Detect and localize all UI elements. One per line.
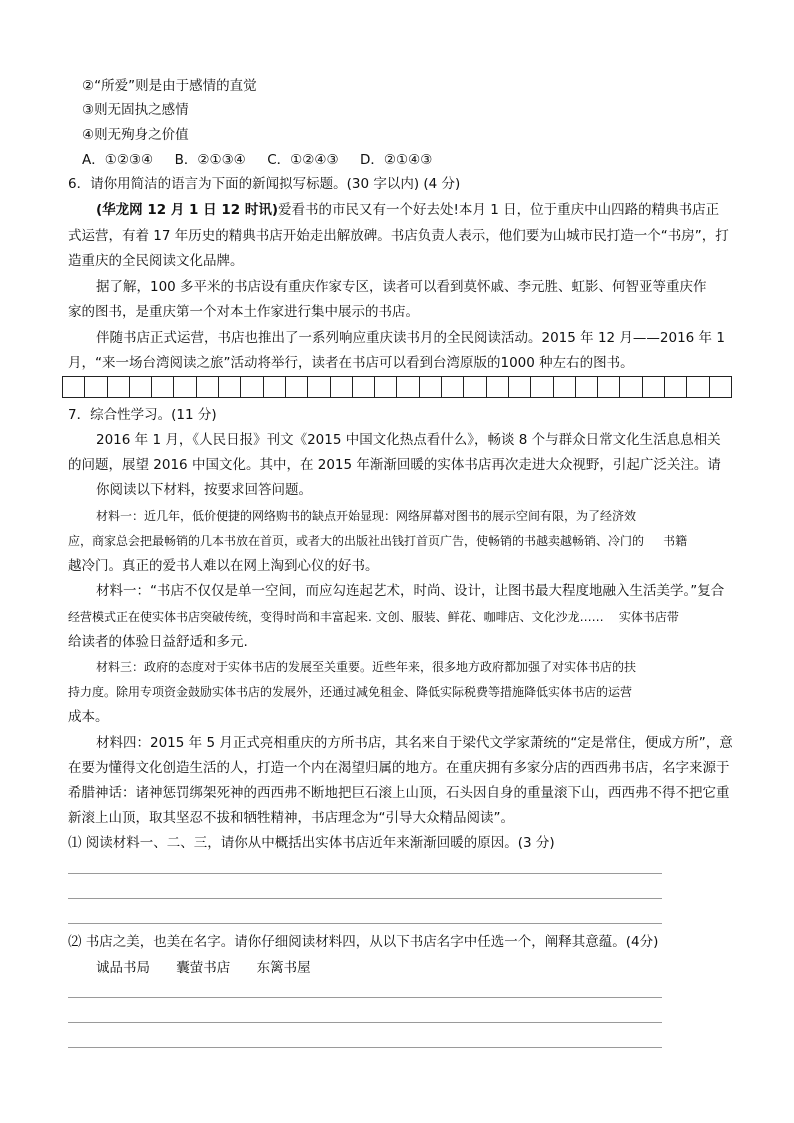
answer-line[interactable] [68,898,662,899]
material-2-line-2: 经营模式正在使实体书店突破传统，变得时尚和丰富起来. 文创、服装、鲜花、咖啡店、文化沙龙…… 实体书店带 [68,610,679,624]
material-3-line-2: 持力度。除用专项资金鼓励实体书店的发展外，还通过减免租金、降低实际税费等措施降低实体书店的运营 [68,685,633,699]
answer-line[interactable] [68,1022,662,1023]
sub-question-1: ⑴ 阅读材料一、二、三，请你从中概括出实体书店近年来渐渐回暖的原因。(3 分) [68,835,555,851]
q5-item-4: ④则无殉身之价值 [82,127,189,143]
material-4-line-2: 在要为懂得文化创造生活的人，打造一个内在渴望归属的地方。在重庆拥有多家分店的西西弗书店，名字来源于 [68,760,730,776]
q6-news-line-5: 家的图书，是重庆第一个对本土作家进行集中展示的书店。 [68,304,419,320]
sub-question-2: ⑵ 书店之美，也美在名字。请你仔细阅读材料四，从以下书店名字中任选一个，阐释其意蕴。(4分) [68,934,659,950]
q6-news-line-6: 伴随书店正式运营，书店也推出了一系列响应重庆读书月的全民阅读活动。2015 年 12 月——2016 年 1 [96,330,725,346]
store-name-list [96,958,311,978]
answer-line[interactable] [68,1047,662,1048]
material-4-line-3: 希腊神话：诸神惩罚绑架死神的西西弗不断地把巨石滚上山顶，石头因自身的重量滚下山，西西弗不得不把它重 [68,785,730,801]
q6-news-line-4: 据了解，100 多平米的书店设有重庆作家专区，读者可以看到莫怀戚、李元胜、虹影、何智亚等重庆作 [96,279,707,295]
material-2-line-1: 材料一：“书店不仅仅是单一空间，而应勾连起艺术，时尚、设计，让图书最大程度地融入生活美学。”复合 [96,583,725,599]
q7-intro-1: 2016 年 1 月，《人民日报》刊文《2015 中国文化热点看什么》，畅谈 8 个与群众日常文化生活息息相关 [96,432,721,448]
q5-options: A．①②③④ B．②①③④ C．①②④③ D．②①④③ [82,152,433,168]
q7-prompt: 7．综合性学习。(11 分) [68,407,217,423]
q6-news-line-1 [96,200,719,220]
store-name: 东篱书屋 [256,960,311,976]
q7-intro-2: 的问题，展望 2016 中国文化。其中，在 2015 年渐渐回暖的实体书店再次走进大众视野，引起广泛关注。请 [68,457,721,473]
material-4-line-4: 新滚上山顶，取其坚忍不拔和牺牲精神，书店理念为“引导大众精品阅读”。 [68,810,514,826]
q6-news-line-2: 式运营，有着 17 年历史的精典书店开始走出解放碑。书店负责人表示，他们要为山城市民打造一个“书房”，打 [68,228,729,244]
q6-prompt: 6．请你用简洁的语言为下面的新闻拟写标题。(30 字以内) (4 分) [68,176,461,192]
store-name: 诚品书局 [96,960,150,976]
q5-item-3: ③则无固执之感情 [82,102,189,118]
answer-line[interactable] [68,997,662,998]
material-4-line-1: 材料四：2015 年 5 月正式亮相重庆的方所书店，其名来自于梁代文学家萧统的“定是常住，便成方所”，意 [96,735,733,751]
q5-item-2: ②“所爱”则是由于感情的直觉 [82,78,257,94]
q7-intro-3: 你阅读以下材料，按要求回答问题。 [96,482,312,498]
material-3-line-1: 材料三：政府的态度对于实体书店的发展至关重要。近些年来，很多地方政府都加强了对实体书店的扶 [96,660,637,674]
material-1-line-2: 应，商家总会把最畅销的几本书放在首页，或者大的出版社出钱打首页广告，使畅销的书越卖越畅销、冷门的 书籍 [68,534,688,548]
q6-news-line-7: 月，“来一场台湾阅读之旅”活动将举行，读者在书店可以看到台湾原版的1000 种左右的图书。 [68,355,634,371]
q6-news-lead: (华龙网 12 月 1 日 12 时讯) [96,202,279,218]
answer-line[interactable] [68,923,662,924]
q6-news-line-3: 造重庆的全民阅读文化品牌。 [68,253,244,269]
material-1-line-1: 材料一：近几年，低价便捷的网络购书的缺点开始显现：网络屏幕对图书的展示空间有限，为了经济效 [96,509,637,523]
material-3-line-3: 成本。 [68,709,109,725]
q6-news-line-1-rest: 爱看书的市民又有一个好去处!本月 1 日，位于重庆中山四路的精典书店正 [278,202,720,218]
q6-answer-grid[interactable] [62,376,732,398]
store-name: 囊萤书店 [176,960,231,976]
material-1-line-3: 越冷门。真正的爱书人难以在网上淘到心仪的好书。 [68,558,379,574]
answer-line[interactable] [68,873,662,874]
material-2-line-3: 给读者的体验日益舒适和多元. [68,634,248,650]
